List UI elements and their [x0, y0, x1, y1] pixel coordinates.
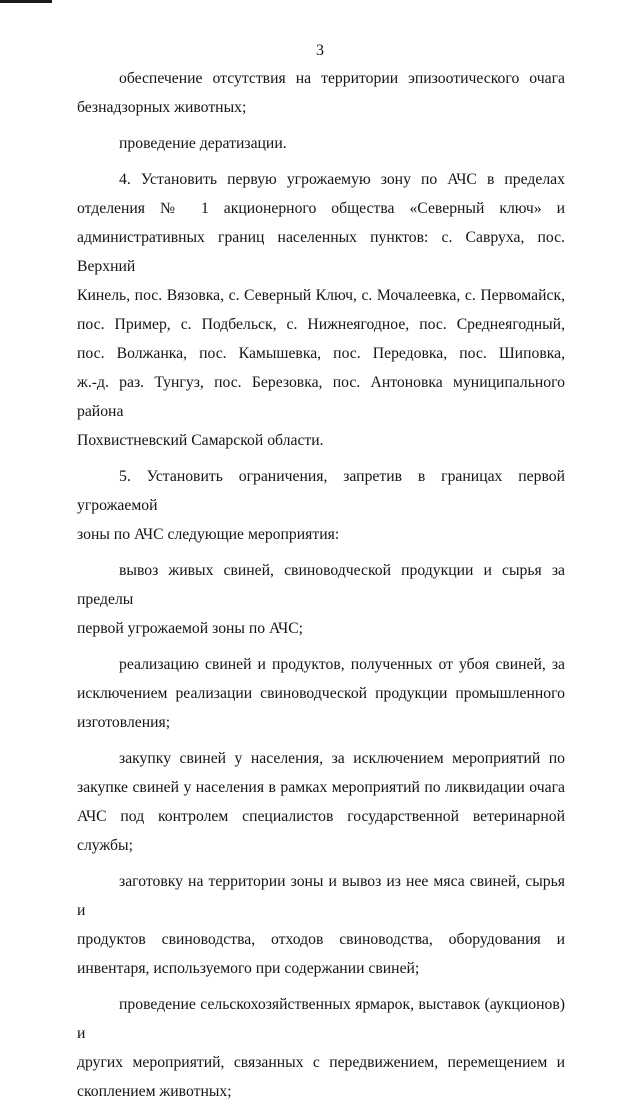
- text-line: заготовку на территории зоны и вывоз из нее мяса свиней, сырья и: [77, 873, 565, 919]
- paragraph: [77, 556, 565, 643]
- paragraph: [77, 64, 565, 122]
- text-line: Похвистневский Самарской области.: [77, 432, 324, 449]
- text-line: ж.-д. раз. Тунгуз, пос. Березовка, пос. Антоновка муниципального района: [77, 374, 565, 420]
- text-line: административных границ населенных пунктов: с. Савруха, пос. Верхний: [77, 229, 565, 275]
- paragraph: [77, 650, 565, 737]
- text-line: закупке свиней у населения в рамках мероприятий по ликвидации очага: [77, 779, 565, 796]
- text-line: исключением реализации свиноводческой продукции промышленного: [77, 685, 565, 702]
- text-line: реализацию свиней и продуктов, полученных от убоя свиней, за: [119, 656, 565, 673]
- text-line: инвентаря, используемого при содержании свиней;: [77, 960, 420, 977]
- text-line: безнадзорных животных;: [77, 99, 247, 116]
- text-line: обеспечение отсутствия на территории эпизоотического очага: [119, 70, 565, 87]
- text-line: первой угрожаемой зоны по АЧС;: [77, 620, 304, 637]
- text-line: других мероприятий, связанных с передвижением, перемещением и: [77, 1054, 565, 1071]
- text-line: закупку свиней у населения, за исключением мероприятий по: [119, 750, 565, 767]
- scan-edge-mark: [0, 0, 52, 3]
- text-line: 5. Установить ограничения, запретив в границах первой угрожаемой: [77, 468, 565, 514]
- paragraph: [77, 129, 565, 158]
- text-line: вывоз живых свиней, свиноводческой продукции и сырья за пределы: [77, 562, 565, 608]
- paragraph: [77, 165, 565, 455]
- text-line: изготовления;: [77, 714, 171, 731]
- text-line: скоплением животных;: [77, 1083, 232, 1100]
- text-line: проведение сельскохозяйственных ярмарок, выставок (аукционов) и: [77, 996, 565, 1042]
- text-line: проведение дератизации.: [119, 135, 287, 152]
- page-number: 3: [316, 42, 324, 59]
- paragraph: [77, 462, 565, 549]
- paragraph: [77, 990, 565, 1106]
- text-line: отделения № 1 акционерного общества «Северный ключ» и: [77, 200, 565, 217]
- text-line: продуктов свиноводства, отходов свиноводства, оборудования и: [77, 931, 565, 948]
- paragraph: [77, 744, 565, 860]
- document-body: [77, 64, 565, 1113]
- paragraph: [77, 867, 565, 983]
- text-line: пос. Пример, с. Подбельск, с. Нижнеягодное, пос. Среднеягодный,: [77, 316, 565, 333]
- text-line: 4. Установить первую угрожаемую зону по АЧС в пределах: [119, 171, 565, 188]
- text-line: пос. Волжанка, пос. Камышевка, пос. Передовка, пос. Шиповка,: [77, 345, 565, 362]
- text-line: Кинель, пос. Вязовка, с. Северный Ключ, с. Мочалеевка, с. Первомайск,: [77, 287, 565, 304]
- text-line: АЧС под контролем специалистов государственной ветеринарной службы;: [77, 808, 565, 854]
- text-line: зоны по АЧС следующие мероприятия:: [77, 526, 340, 543]
